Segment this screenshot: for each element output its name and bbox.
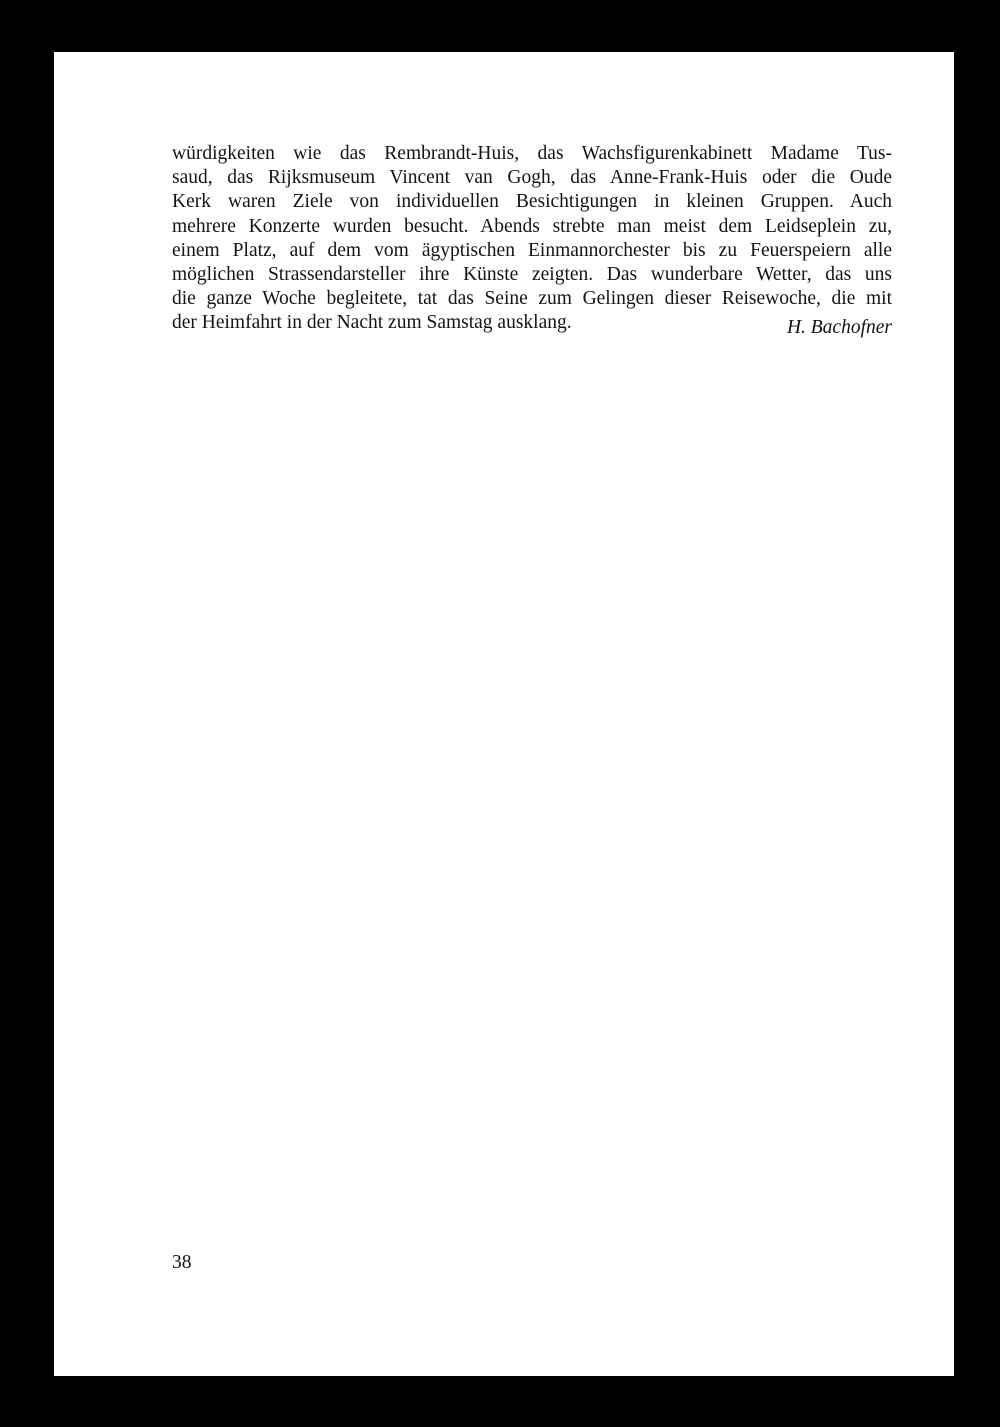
paragraph-line: einem Platz, auf dem vom ägyptischen Einmannorchester bis zu Feuerspeiern alle [172, 239, 892, 261]
paragraph-line: Kerk waren Ziele von individuellen Besichtigungen in kleinen Gruppen. Auch [172, 191, 892, 213]
last-line-row [172, 311, 892, 339]
paragraph-line: der Heimfahrt in der Nacht zum Samstag ausklang. [172, 312, 572, 334]
paragraph-line: saud, das Rijksmuseum Vincent van Gogh, das Anne-Frank-Huis oder die Oude [172, 167, 892, 189]
paragraph-line: mehrere Konzerte wurden besucht. Abends strebte man meist dem Leidseplein zu, [172, 215, 892, 237]
document-page [54, 52, 954, 1376]
paragraph-line: die ganze Woche begleitete, tat das Seine zum Gelingen dieser Reisewoche, die mit [172, 288, 892, 310]
paragraph-line: möglichen Strassendarsteller ihre Künste zeigten. Das wunderbare Wetter, das uns [172, 264, 892, 286]
body-paragraph [172, 142, 892, 339]
paragraph-line: würdigkeiten wie das Rembrandt-Huis, das Wachsfigurenkabinett Madame Tus- [172, 143, 892, 164]
page-number: 38 [172, 1252, 192, 1273]
author-signature: H. Bachofner [786, 317, 892, 339]
